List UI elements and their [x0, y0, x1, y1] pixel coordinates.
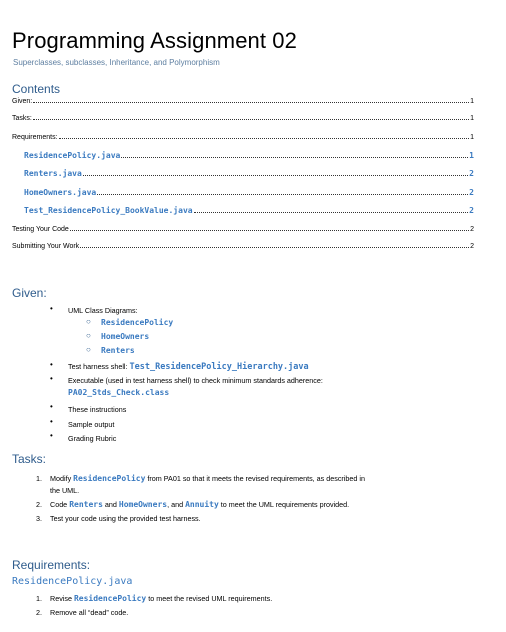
- bullet-icon: •: [50, 431, 53, 440]
- task-1-cont: the UML.: [50, 486, 80, 495]
- given-item: Sample output: [68, 420, 115, 429]
- list-number: 1.: [36, 474, 42, 483]
- harness-code: Test_ResidencePolicy_Hierarchy.java: [129, 362, 309, 372]
- list-number: 1.: [36, 594, 42, 603]
- bullet-icon: •: [50, 402, 53, 411]
- toc-entry-tasks[interactable]: Tasks: 1: [12, 115, 474, 122]
- circle-bullet-icon: ○: [86, 317, 91, 326]
- requirements-heading: Requirements:: [12, 558, 91, 572]
- uml-label: UML Class Diagrams:: [68, 306, 138, 315]
- given-item: Grading Rubric: [68, 434, 117, 443]
- requirement-2: Remove all “dead” code.: [50, 608, 129, 617]
- requirements-subheading: ResidencePolicy.java: [12, 576, 133, 587]
- bullet-icon: •: [50, 417, 53, 426]
- requirement-1: Revise ResidencePolicy to meet the revised UML requirements.: [50, 594, 273, 603]
- tasks-heading: Tasks:: [12, 452, 47, 466]
- uml-item: Renters: [101, 346, 135, 355]
- page-subtitle: Superclasses, subclasses, Inheritance, and Polymorphism: [13, 58, 220, 67]
- page-title: Programming Assignment 02: [12, 28, 297, 53]
- task-2: Code Renters and HomeOwners, and Annuity to meet the UML requirements provided.: [50, 500, 350, 509]
- list-number: 2.: [36, 500, 42, 509]
- task-3: Test your code using the provided test harness.: [50, 514, 201, 523]
- toc-entry-requirements[interactable]: Requirements: 1: [12, 134, 474, 141]
- toc-entry-testing[interactable]: Testing Your Code 2: [12, 226, 474, 233]
- toc-entry-submitting[interactable]: Submitting Your Work 2: [12, 243, 474, 250]
- bullet-icon: •: [50, 360, 53, 369]
- exec-text: Executable (used in test harness shell) to check minimum standards adherence:: [68, 376, 323, 385]
- given-item: These instructions: [68, 405, 127, 414]
- uml-item: HomeOwners: [101, 332, 150, 341]
- toc-entry-renters[interactable]: Renters.java 2: [24, 169, 474, 178]
- bullet-icon: •: [50, 304, 53, 313]
- exec-code: PA02_Stds_Check.class: [68, 388, 170, 397]
- circle-bullet-icon: ○: [86, 331, 91, 340]
- toc-entry-given[interactable]: Given: 1: [12, 98, 474, 105]
- task-1-code: ResidencePolicy: [73, 474, 146, 483]
- bullet-icon: •: [50, 374, 53, 383]
- task-1: Modify ResidencePolicy from PA01 so that it meets the revised requirements, as described in: [50, 474, 366, 483]
- toc-entry-test-bookvalue[interactable]: Test_ResidencePolicy_BookValue.java 2: [24, 206, 474, 215]
- toc-entry-residencepolicy[interactable]: ResidencePolicy.java 1: [24, 151, 474, 160]
- given-heading: Given:: [12, 286, 47, 300]
- contents-heading: Contents: [12, 82, 61, 96]
- harness-line: Test harness shell: Test_ResidencePolicy_Hierarchy.java: [68, 362, 309, 372]
- list-number: 3.: [36, 514, 42, 523]
- list-number: 2.: [36, 608, 42, 617]
- toc-entry-homeowners[interactable]: HomeOwners.java 2: [24, 188, 474, 197]
- circle-bullet-icon: ○: [86, 345, 91, 354]
- uml-item: ResidencePolicy: [101, 318, 174, 327]
